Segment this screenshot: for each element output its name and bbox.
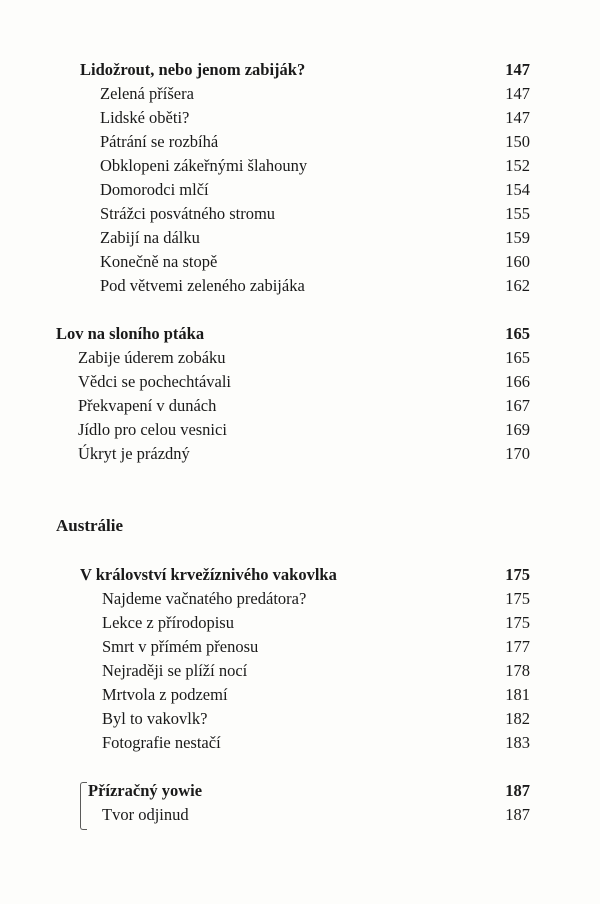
subchapter-entry bbox=[0, 370, 600, 394]
subchapter-entry bbox=[0, 130, 600, 154]
subchapter-entry-page: 152 bbox=[505, 156, 530, 175]
chapter-entry-page: 165 bbox=[505, 324, 530, 343]
subchapter-entry-page: 165 bbox=[505, 348, 530, 367]
subchapter-entry-page: 162 bbox=[505, 276, 530, 295]
subchapter-entry bbox=[0, 587, 600, 611]
subchapter-entry-page: 181 bbox=[505, 685, 530, 704]
margin-bracket-mark bbox=[80, 782, 87, 830]
subchapter-entry-page: 178 bbox=[505, 661, 530, 680]
subchapter-entry-title: Zelená příšera bbox=[100, 84, 194, 103]
subchapter-entry-title: Smrt v přímém přenosu bbox=[102, 637, 259, 656]
subchapter-entry-title: Úkryt je prázdný bbox=[78, 444, 190, 463]
subchapter-entry bbox=[0, 707, 600, 731]
chapter-entry bbox=[0, 58, 600, 82]
subchapter-entry-title: Obklopeni zákeřnými šlahouny bbox=[100, 156, 308, 175]
subchapter-entry bbox=[0, 394, 600, 418]
subchapter-entry-title: Zabijí na dálku bbox=[100, 228, 200, 247]
subchapter-entry-page: 150 bbox=[505, 132, 530, 151]
subchapter-entry-title: Byl to vakovlk? bbox=[102, 709, 208, 728]
subchapter-entry-title: Tvor odjinud bbox=[102, 805, 189, 824]
subchapter-entry-page: 169 bbox=[505, 420, 530, 439]
subchapter-entry-page: 160 bbox=[505, 252, 530, 271]
subchapter-entry-title: Nejraději se plíží nocí bbox=[102, 661, 248, 680]
subchapter-entry bbox=[0, 683, 600, 707]
subchapter-entry bbox=[0, 250, 600, 274]
subchapter-entry bbox=[0, 731, 600, 755]
chapter-entry bbox=[0, 563, 600, 587]
subchapter-entry-title: Konečně na stopě bbox=[100, 252, 218, 271]
subchapter-entry bbox=[0, 202, 600, 226]
chapter-entry-title: Přízračný yowie bbox=[88, 781, 203, 800]
subchapter-entry bbox=[0, 178, 600, 202]
subchapter-entry-page: 177 bbox=[505, 637, 530, 656]
subchapter-entry-page: 147 bbox=[505, 108, 530, 127]
subchapter-entry-title: Lidské oběti? bbox=[100, 108, 190, 127]
subchapter-entry-title: Překvapení v dunách bbox=[78, 396, 217, 415]
subchapter-entry bbox=[0, 635, 600, 659]
subchapter-entry bbox=[0, 346, 600, 370]
subchapter-entry bbox=[0, 803, 600, 827]
chapter-entry-title: V království krvežíznivého vakovlka bbox=[80, 565, 337, 584]
subchapter-entry-title: Pod větvemi zeleného zabijáka bbox=[100, 276, 305, 295]
subchapter-entry-page: 147 bbox=[505, 84, 530, 103]
subchapter-entry-title: Najdeme vačnatého predátora? bbox=[102, 589, 307, 608]
chapter-entry-page: 147 bbox=[505, 60, 530, 79]
chapter-entry-page: 187 bbox=[505, 781, 530, 800]
subchapter-entry bbox=[0, 82, 600, 106]
subchapter-entry-title: Zabije úderem zobáku bbox=[78, 348, 226, 367]
subchapter-entry-title: Pátrání se rozbíhá bbox=[100, 132, 219, 151]
subchapter-entry-page: 175 bbox=[505, 613, 530, 632]
subchapter-entry bbox=[0, 611, 600, 635]
chapter-entry-title: Lidožrout, nebo jenom zabiják? bbox=[80, 60, 306, 79]
subchapter-entry bbox=[0, 659, 600, 683]
subchapter-entry-title: Strážci posvátného stromu bbox=[100, 204, 276, 223]
subchapter-entry bbox=[0, 106, 600, 130]
subchapter-entry-title: Vědci se pochechtávali bbox=[78, 372, 232, 391]
subchapter-entry-page: 166 bbox=[505, 372, 530, 391]
subchapter-entry bbox=[0, 418, 600, 442]
subchapter-entry-page: 167 bbox=[505, 396, 530, 415]
chapter-entry-page: 175 bbox=[505, 565, 530, 584]
subchapter-entry-title: Jídlo pro celou vesnici bbox=[78, 420, 227, 439]
subchapter-entry-page: 154 bbox=[505, 180, 530, 199]
subchapter-entry-title: Mrtvola z podzemí bbox=[102, 685, 228, 704]
subchapter-entry bbox=[0, 274, 600, 298]
subchapter-entry-page: 183 bbox=[505, 733, 530, 752]
part-heading: Austrálie bbox=[56, 516, 124, 535]
subchapter-entry bbox=[0, 442, 600, 466]
chapter-entry bbox=[0, 779, 600, 803]
subchapter-entry-page: 155 bbox=[505, 204, 530, 223]
subchapter-entry-page: 159 bbox=[505, 228, 530, 247]
subchapter-entry-title: Fotografie nestačí bbox=[102, 733, 221, 752]
subchapter-entry bbox=[0, 154, 600, 178]
subchapter-entry-title: Lekce z přírodopisu bbox=[102, 613, 234, 632]
chapter-entry bbox=[0, 322, 600, 346]
subchapter-entry-page: 175 bbox=[505, 589, 530, 608]
subchapter-entry bbox=[0, 226, 600, 250]
subchapter-entry-title: Domorodci mlčí bbox=[100, 180, 209, 199]
chapter-entry-title: Lov na sloního ptáka bbox=[56, 324, 205, 343]
subchapter-entry-page: 170 bbox=[505, 444, 530, 463]
subchapter-entry-page: 182 bbox=[505, 709, 530, 728]
subchapter-entry-page: 187 bbox=[505, 805, 530, 824]
